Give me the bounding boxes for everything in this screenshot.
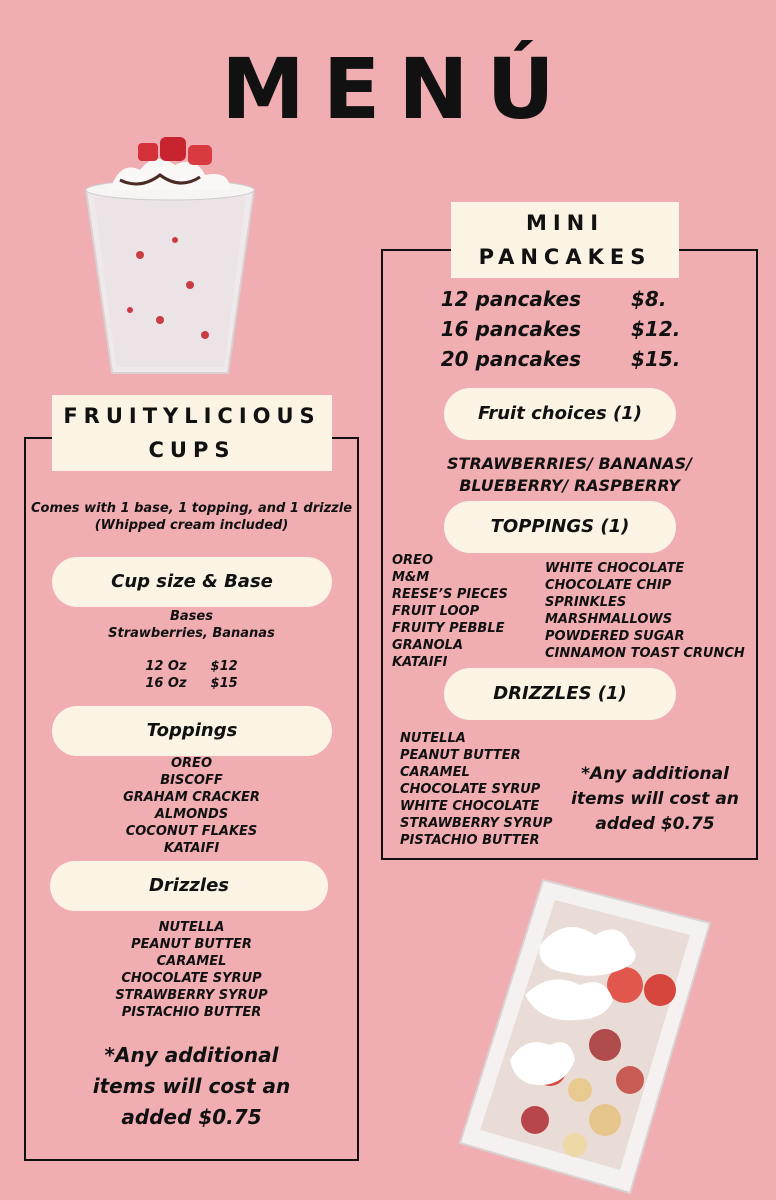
list-item: OREO (392, 553, 433, 568)
list-item: FRUIT LOOP (392, 604, 480, 619)
list-item: GRAHAM CRACKER (123, 790, 260, 805)
pancake-note (560, 762, 750, 837)
list-item: STRAWBERRY SYRUP (115, 988, 268, 1003)
cup-size: 12 Oz (145, 659, 187, 674)
fruity-intro-line1: Comes with 1 base, 1 topping, and 1 drizzle (30, 501, 353, 516)
fruity-cups-header-line1: FRUITYLICIOUS (63, 404, 321, 428)
list-item: MARSHMALLOWS (545, 612, 673, 627)
list-item: CARAMEL (156, 954, 227, 969)
list-item: REESE’S PIECES (392, 587, 508, 602)
bases-title: Bases (170, 609, 213, 624)
fruity-intro (24, 500, 359, 534)
fruity-note-line3: added $0.75 (121, 1105, 262, 1129)
drizzles-pill: Drizzles (50, 861, 328, 911)
list-item: WHITE CHOCOLATE (545, 561, 685, 576)
pancake-price: $8. (631, 287, 667, 311)
list-item: COCONUT FLAKES (125, 824, 258, 839)
cup-price: $12 (210, 659, 238, 674)
pancake-count: 16 pancakes (440, 317, 581, 341)
list-item: OREO (171, 756, 212, 771)
pancakes-header (451, 202, 679, 278)
list-item: SPRINKLES (545, 595, 627, 610)
pancake-toppings-col1 (392, 552, 542, 671)
list-item: NUTELLA (158, 920, 225, 935)
fruit-choices (381, 453, 758, 497)
pancake-tray-image (455, 875, 715, 1195)
fruit-choices-line2: BLUEBERRY/ RASPBERRY (459, 476, 680, 495)
pancake-note-line3: added $0.75 (595, 814, 715, 834)
cup-sizes (24, 658, 359, 692)
cup-size-row (24, 658, 359, 675)
price-row (381, 284, 758, 314)
list-item: KATAIFI (163, 841, 220, 856)
list-item: PISTACHIO BUTTER (400, 833, 540, 848)
bases-list: Strawberries, Bananas (108, 626, 275, 641)
list-item: WHITE CHOCOLATE (400, 799, 540, 814)
toppings-pill: Toppings (52, 706, 332, 756)
list-item: CINNAMON TOAST CRUNCH (545, 646, 745, 661)
list-item: KATAIFI (392, 655, 448, 670)
list-item: CHOCOLATE SYRUP (121, 971, 262, 986)
list-item: ALMONDS (154, 807, 229, 822)
pancake-drizzles-list (400, 730, 570, 849)
cup-size-row (24, 675, 359, 692)
fruity-note (24, 1040, 359, 1133)
price-row (381, 344, 758, 374)
fruity-note-line1: *Any additional (104, 1043, 279, 1067)
fruity-note-line2: items will cost an (92, 1074, 291, 1098)
fruity-cups-header-line2: CUPS (148, 438, 236, 462)
list-item: GRANOLA (392, 638, 464, 653)
list-item: FRUITY PEBBLE (392, 621, 505, 636)
fruity-toppings-list (24, 755, 359, 857)
list-item: CARAMEL (400, 765, 470, 780)
fruit-choices-line1: STRAWBERRIES/ BANANAS/ (447, 454, 692, 473)
list-item: NUTELLA (400, 731, 466, 746)
pancake-price: $12. (631, 317, 681, 341)
fruity-cup-image (80, 135, 260, 380)
list-item: BISCOFF (160, 773, 223, 788)
bases-block (24, 608, 359, 642)
fruit-choices-pill: Fruit choices (1) (444, 388, 676, 440)
list-item: CHOCOLATE CHIP (545, 578, 672, 593)
cup-size: 16 Oz (145, 676, 187, 691)
fruity-drizzles-list (24, 919, 359, 1021)
page-title: MENÚ (221, 40, 573, 138)
list-item: POWDERED SUGAR (545, 629, 685, 644)
cup-size-pill: Cup size & Base (52, 557, 332, 607)
price-row (381, 314, 758, 344)
pancakes-header-line2: PANCAKES (478, 245, 652, 269)
fruity-cups-header (52, 395, 332, 471)
pancake-drizzles-pill: DRIZZLES (1) (444, 668, 676, 720)
list-item: PISTACHIO BUTTER (121, 1005, 262, 1020)
pancake-note-line2: items will cost an (571, 789, 739, 809)
pancake-toppings-pill: TOPPINGS (1) (444, 501, 676, 553)
cup-price: $15 (210, 676, 238, 691)
list-item: PEANUT BUTTER (400, 748, 521, 763)
pancake-toppings-col2 (545, 560, 755, 662)
fruity-intro-line2: (Whipped cream included) (94, 518, 289, 533)
pancake-note-line1: *Any additional (581, 764, 729, 784)
pancake-price: $15. (631, 347, 681, 371)
pancake-count: 12 pancakes (440, 287, 581, 311)
pancake-prices (381, 284, 758, 374)
list-item: STRAWBERRY SYRUP (400, 816, 553, 831)
list-item: PEANUT BUTTER (131, 937, 252, 952)
list-item: M&M (392, 570, 430, 585)
pancake-count: 20 pancakes (440, 347, 581, 371)
list-item: CHOCOLATE SYRUP (400, 782, 541, 797)
pancakes-header-line1: MINI (525, 211, 605, 235)
